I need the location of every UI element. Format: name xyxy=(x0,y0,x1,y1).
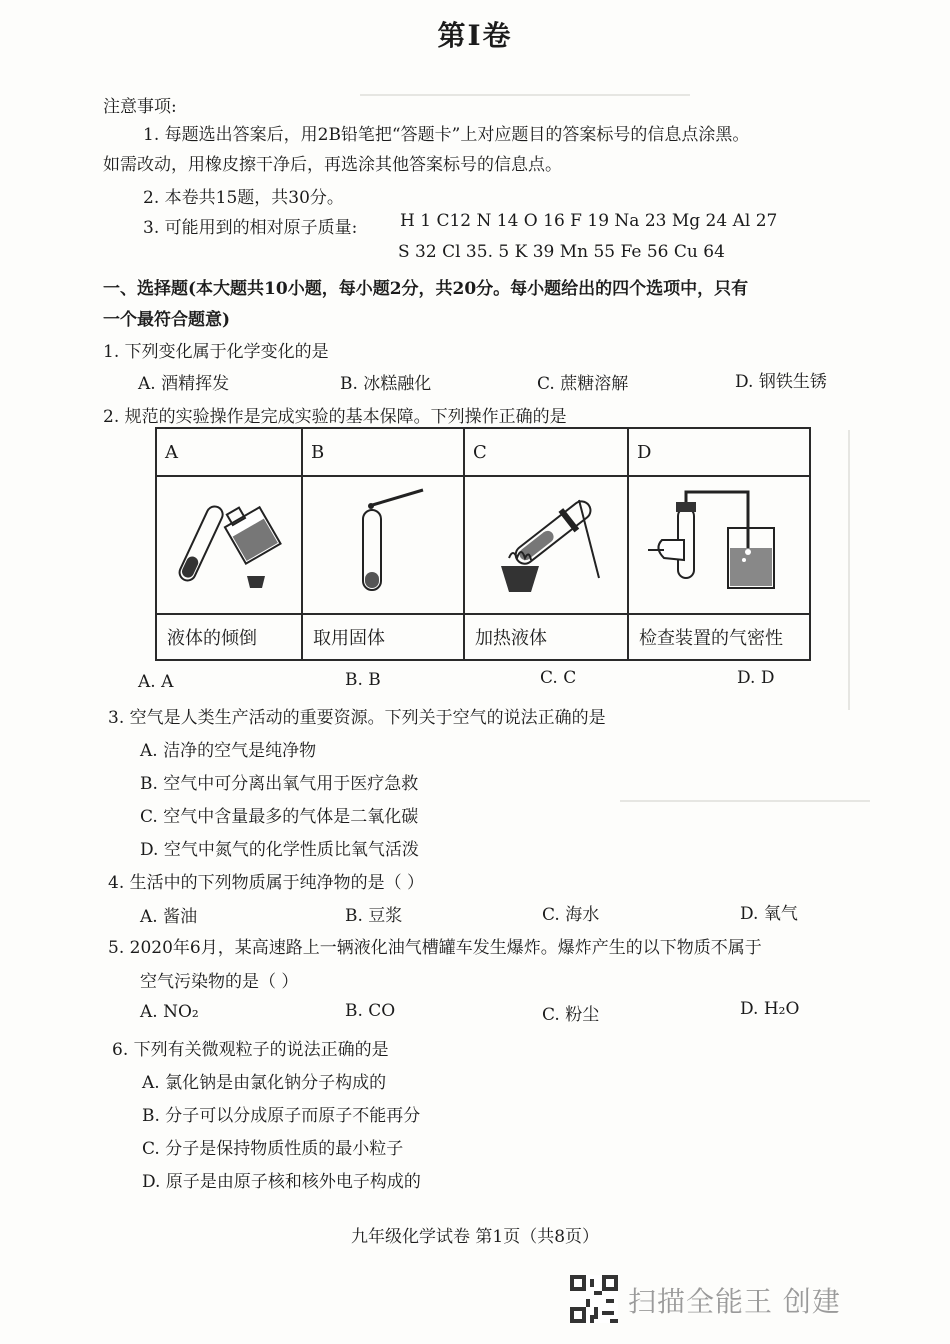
notes-item-3-label: 3. 可能用到的相对原子质量: xyxy=(143,218,358,238)
notes-item-1-line-1: 1. 每题选出答案后，用2B铅笔把“答题卡”上对应题目的答案标号的信息点涂黑。 xyxy=(143,125,750,145)
question-6-option-d: D. 原子是由原子核和核外电子构成的 xyxy=(142,1172,421,1192)
atomic-masses-line-2: S 32 Cl 35. 5 K 39 Mn 55 Fe 56 Cu 64 xyxy=(398,242,725,262)
table-header-a: A xyxy=(156,428,302,476)
question-4-stem: 4. 生活中的下列物质属于纯净物的是（ ） xyxy=(108,873,425,893)
question-3-option-b: B. 空气中可分离出氧气用于医疗急救 xyxy=(140,774,419,794)
page-footer: 九年级化学试卷 第1页（共8页） xyxy=(350,1227,600,1247)
question-1-option-d: D. 钢铁生锈 xyxy=(735,372,827,392)
notes-item-1-line-2: 如需改动，用橡皮擦干净后，再选涂其他答案标号的信息点。 xyxy=(103,155,562,175)
question-5-stem-line-1: 5. 2020年6月，某高速路上一辆液化油气槽罐车发生爆炸。爆炸产生的以下物质不属于 xyxy=(108,938,762,958)
taking-solid-illustration xyxy=(302,476,464,614)
table-caption-c: 加热液体 xyxy=(464,614,628,660)
atomic-masses-line-1: H 1 C12 N 14 O 16 F 19 Na 23 Mg 24 Al 27 xyxy=(400,211,778,231)
question-3-option-c: C. 空气中含量最多的气体是二氧化碳 xyxy=(140,807,419,827)
question-2-stem: 2. 规范的实验操作是完成实验的基本保障。下列操作正确的是 xyxy=(103,407,567,427)
question-3-stem: 3. 空气是人类生产活动的重要资源。下列关于空气的说法正确的是 xyxy=(108,708,606,728)
question-4-option-b: B. 豆浆 xyxy=(345,906,403,926)
heating-liquid-illustration xyxy=(464,476,628,614)
question-6-stem: 6. 下列有关微观粒子的说法正确的是 xyxy=(112,1040,389,1060)
question-2-option-b: B. B xyxy=(345,670,381,690)
question-3-option-d: D. 空气中氮气的化学性质比氧气活泼 xyxy=(140,840,419,860)
question-5-option-d: D. H₂O xyxy=(740,999,800,1019)
question-3-option-a: A. 洁净的空气是纯净物 xyxy=(140,741,317,761)
question-1-stem: 1. 下列变化属于化学变化的是 xyxy=(103,342,329,362)
notes-item-2: 2. 本卷共15题，共30分。 xyxy=(143,188,344,208)
question-5-stem-line-2: 空气污染物的是（ ） xyxy=(140,972,299,992)
question-5-option-b: B. CO xyxy=(345,1001,396,1021)
question-4-option-d: D. 氧气 xyxy=(740,904,798,924)
question-1-option-c: C. 蔗糖溶解 xyxy=(537,374,629,394)
experiment-table xyxy=(155,427,811,661)
table-caption-a: 液体的倾倒 xyxy=(156,614,302,660)
table-header-d: D xyxy=(628,428,810,476)
qr-code-icon xyxy=(570,1275,618,1323)
question-1-option-a: A. 酒精挥发 xyxy=(138,374,230,394)
table-header-b: B xyxy=(302,428,464,476)
question-6-option-c: C. 分子是保持物质性质的最小粒子 xyxy=(142,1139,404,1159)
question-2-option-c: C. C xyxy=(540,668,577,688)
question-4-option-a: A. 酱油 xyxy=(140,907,198,927)
airtightness-check-illustration xyxy=(628,476,810,614)
pouring-liquid-illustration xyxy=(156,476,302,614)
section-heading-line-1: 一、选择题(本大题共10小题，每小题2分，共20分。每小题给出的四个选项中，只有 xyxy=(103,279,749,299)
table-header-c: C xyxy=(464,428,628,476)
page-title: 第Ⅰ卷 xyxy=(437,19,513,52)
question-6-option-b: B. 分子可以分成原子而原子不能再分 xyxy=(142,1106,421,1126)
question-5-option-a: A. NO₂ xyxy=(140,1002,199,1022)
question-6-option-a: A. 氯化钠是由氯化钠分子构成的 xyxy=(142,1073,387,1093)
question-2-option-a: A. A xyxy=(138,672,174,692)
question-5-option-c: C. 粉尘 xyxy=(542,1005,600,1025)
question-1-option-b: B. 冰糕融化 xyxy=(340,374,432,394)
question-2-option-d: D. D xyxy=(737,668,775,688)
table-caption-b: 取用固体 xyxy=(302,614,464,660)
question-4-option-c: C. 海水 xyxy=(542,905,600,925)
table-caption-d: 检查装置的气密性 xyxy=(628,614,810,660)
scanner-watermark: 扫描全能王 创建 xyxy=(628,1285,841,1318)
section-heading-line-2: 一个最符合题意) xyxy=(103,310,231,330)
notes-heading: 注意事项: xyxy=(103,97,177,117)
